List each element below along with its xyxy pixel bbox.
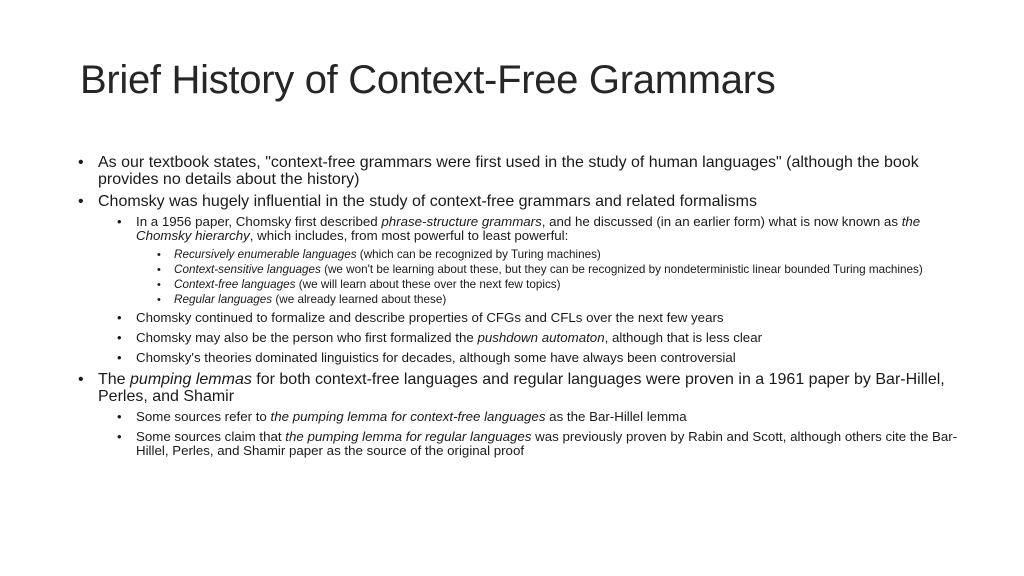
bullet-dot-icon: • [157, 294, 161, 306]
bullet-item-level-2 [78, 311, 958, 325]
text-segment: for both context-free languages and regular languages were proven in a 1961 paper by Bar-Hillel, Perles, and Shamir [98, 370, 945, 405]
bullet-dot-icon: • [117, 349, 122, 365]
emphasized-term: pushdown automaton [477, 329, 605, 345]
bullet-text [98, 193, 958, 210]
bullet-text [136, 430, 958, 458]
bullet-dot-icon: • [117, 214, 122, 229]
bullet-dot-icon: • [157, 249, 161, 261]
text-segment: Chomsky continued to formalize and describe properties of CFGs and CFLs over the next few years [136, 309, 724, 325]
text-segment: , although that is less clear [604, 329, 763, 345]
text-segment: Chomsky's theories dominated linguistics for decades, although some have always been controversial [136, 349, 736, 365]
emphasized-term: the pumping lemma for regular languages [285, 428, 532, 444]
bullet-dot-icon: • [78, 193, 84, 210]
bullet-text [136, 331, 958, 345]
text-segment: , which includes, from most powerful to least powerful: [249, 228, 569, 243]
text-segment: was previously proven by Rabin and Scott, although others cite the Bar-Hillel, Perles, and Shamir paper as the source of the original proof [136, 428, 958, 458]
bullet-item-level-3 [78, 264, 958, 276]
bullet-item-level-1 [78, 371, 958, 405]
text-segment: As our textbook states, "context-free grammars were first used in the study of human languages" (although the book provides no details about the history) [98, 154, 919, 188]
bullet-text [136, 410, 958, 424]
bullet-text [174, 294, 958, 306]
emphasized-term: the pumping lemma for context-free languages [270, 408, 546, 424]
emphasized-term: Regular languages [174, 293, 273, 306]
text-segment: Chomsky may also be the person who first formalized the [136, 329, 478, 345]
text-segment: Some sources claim that [136, 428, 286, 444]
bullet-text [174, 279, 958, 291]
bullet-item-level-2 [78, 410, 958, 424]
bullet-item-level-3 [78, 249, 958, 261]
slide-title: Brief History of Context-Free Grammars [80, 58, 776, 102]
bullet-item-level-2 [78, 351, 958, 365]
bullet-text [174, 264, 958, 276]
bullet-item-level-2 [78, 430, 958, 458]
bullet-item-level-2 [78, 331, 958, 345]
text-segment: In a 1956 paper, Chomsky first described [136, 214, 382, 229]
bullet-dot-icon: • [78, 154, 84, 171]
bullet-dot-icon: • [117, 428, 122, 444]
bullet-dot-icon: • [117, 408, 122, 424]
bullet-item-level-3 [78, 294, 958, 306]
emphasized-term: the Chomsky hierarchy [136, 214, 921, 243]
bullet-text [98, 154, 958, 188]
bullet-dot-icon: • [157, 279, 161, 291]
bullet-item-level-2 [78, 215, 958, 243]
text-segment: Chomsky was hugely influential in the study of context-free grammars and related formalisms [98, 193, 757, 210]
bullet-dot-icon: • [117, 329, 122, 345]
text-segment: (we will learn about these over the next few topics) [295, 278, 561, 291]
emphasized-term: pumping lemmas [130, 370, 252, 388]
text-segment: as the Bar-Hillel lemma [545, 408, 687, 424]
bullet-text [174, 249, 958, 261]
text-segment: (we won't be learning about these, but they can be recognized by nondeterministic linear bounded Turing machines) [320, 263, 923, 276]
bullet-list [78, 154, 958, 464]
bullet-dot-icon: • [78, 370, 84, 388]
bullet-dot-icon: • [157, 264, 161, 276]
bullet-item-level-1 [78, 193, 958, 210]
emphasized-term: phrase-structure grammars [381, 214, 542, 229]
emphasized-term: Context-free languages [174, 278, 296, 291]
bullet-text [136, 215, 958, 243]
emphasized-term: Recursively enumerable languages [174, 248, 357, 261]
bullet-item-level-1 [78, 154, 958, 188]
emphasized-term: Context-sensitive languages [174, 263, 321, 276]
text-segment: The [98, 370, 131, 388]
bullet-text [136, 351, 958, 365]
text-segment: Some sources refer to [136, 408, 271, 424]
bullet-text [136, 311, 958, 325]
bullet-item-level-3 [78, 279, 958, 291]
bullet-text [98, 371, 958, 405]
text-segment: , and he discussed (in an earlier form) what is now known as [541, 214, 902, 229]
text-segment: (we already learned about these) [272, 293, 447, 306]
text-segment: (which can be recognized by Turing machines) [356, 248, 601, 261]
bullet-dot-icon: • [117, 309, 122, 325]
